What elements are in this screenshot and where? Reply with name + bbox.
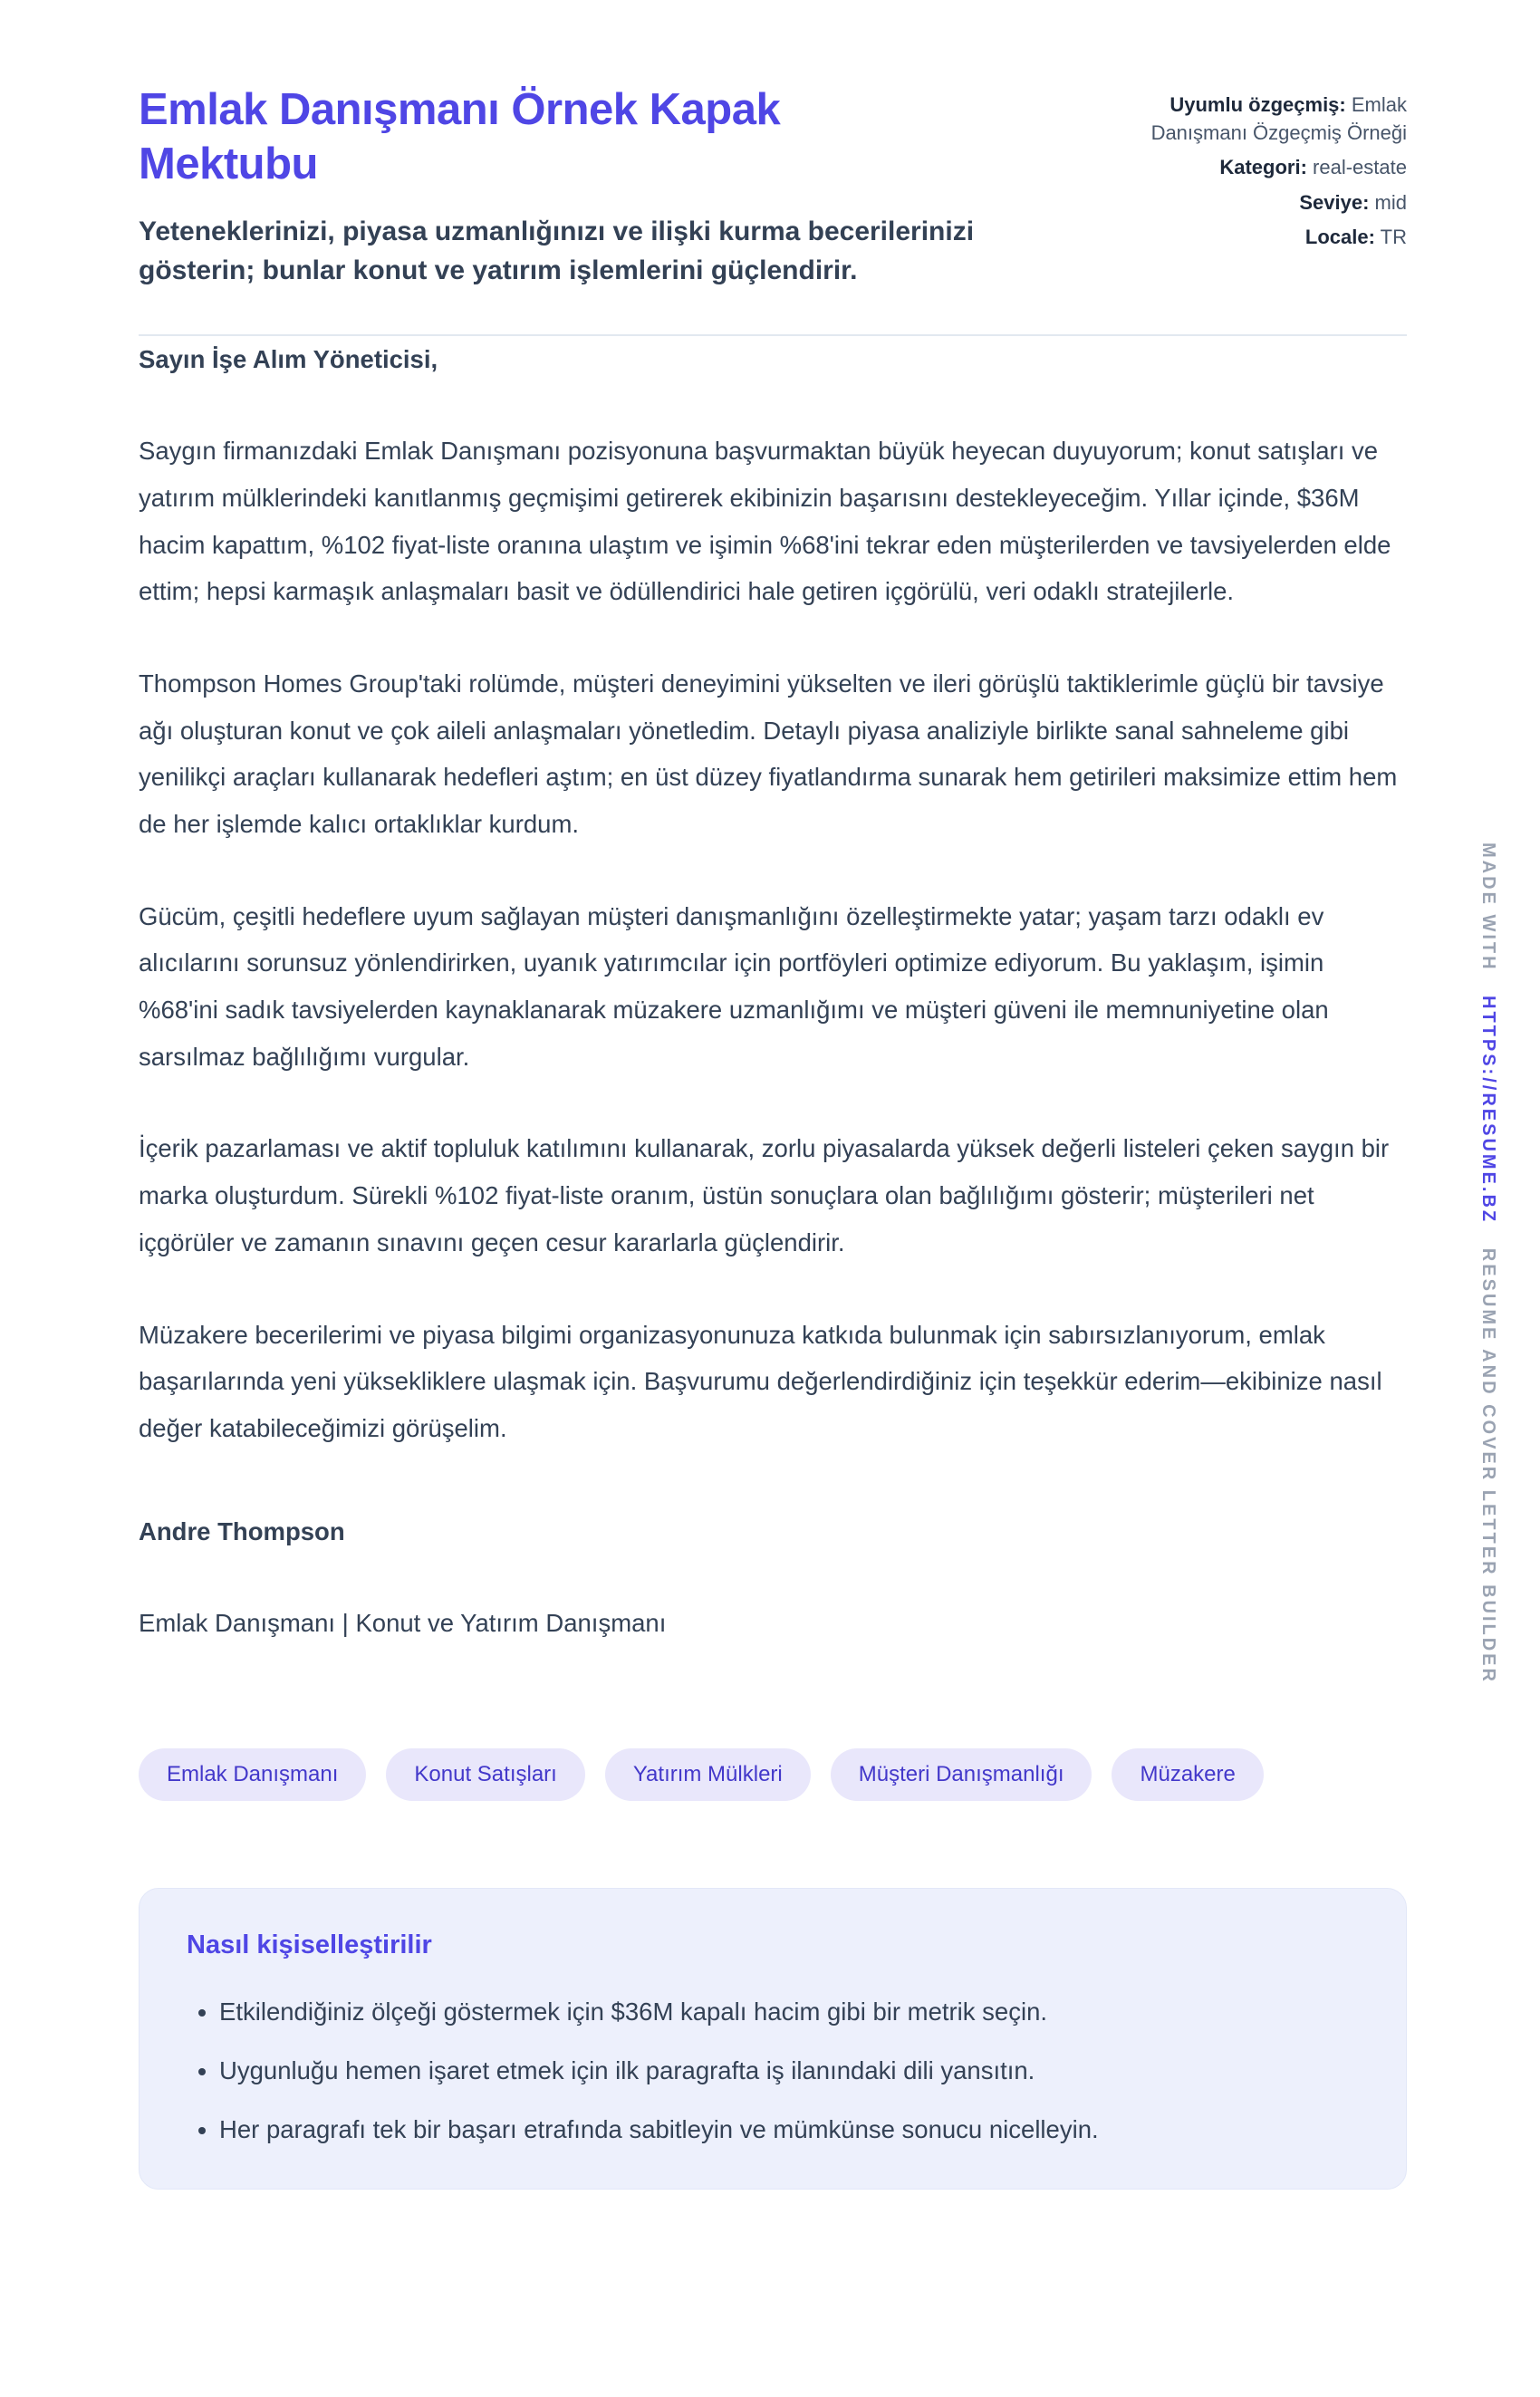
meta-value: TR bbox=[1380, 225, 1407, 248]
watermark-made-with: MADE WITH bbox=[1478, 842, 1498, 972]
tag-list bbox=[139, 1748, 1407, 1801]
cover-letter-body bbox=[139, 336, 1407, 1647]
signature-title: Emlak Danışmanı | Konut ve Yatırım Danışmanı bbox=[139, 1609, 667, 1638]
page-header bbox=[139, 83, 1407, 291]
meta-label: Kategori: bbox=[1219, 156, 1307, 179]
tips-list bbox=[187, 1993, 1359, 2149]
tag-pill[interactable]: Müzakere bbox=[1112, 1748, 1263, 1801]
watermark bbox=[1477, 842, 1498, 1684]
personalization-tips-box bbox=[139, 1888, 1407, 2190]
tag-pill[interactable]: Konut Satışları bbox=[386, 1748, 584, 1801]
tag-pill[interactable]: Müşteri Danışmanlığı bbox=[831, 1748, 1092, 1801]
letter-paragraph: Saygın firmanızdaki Emlak Danışmanı pozisyonuna başvurmaktan büyük heyecan duyuyorum; konut satışları ve yatırım mülklerindeki kanıtlanmış geçmişimi getirerek ekibinizin başarısını destekleyeceğim. Yıllar içinde, $36M hacim kapattım, %102 fiyat-liste oranına ulaştım ve işimin %68'ini tekrar eden müşterilerden ve tavsiyelerden elde ettim; hepsi karmaşık anlaşmaları basit ve ödüllendirici hale getiren içgörülü, veri odaklı stratejilerle. bbox=[139, 437, 1391, 606]
tip-item: • Uygunluğu hemen işaret etmek için ilk paragrafta iş ilanındaki dili yansıtın. bbox=[219, 2052, 1359, 2089]
meta-label: Seviye: bbox=[1299, 190, 1370, 214]
header-title-block bbox=[139, 83, 1088, 291]
tag-pill[interactable]: Yatırım Mülkleri bbox=[605, 1748, 811, 1801]
page-title: Emlak Danışmanı Örnek Kapak Mektubu bbox=[139, 85, 781, 188]
letter-paragraph: Thompson Homes Group'taki rolümde, müşteri deneyimini yükselten ve ileri görüşlü taktiklerimle güçlü bir tavsiye ağı oluşturan konut ve çok aileli anlaşmaları yönetledim. Detaylı piyasa analiziyle birlikte sanal sahneleme gibi yenilikçi araçları kullanarak hedefleri aştım; en üst düzey fiyatlandırma sunarak hem getirileri maksimize ettim hem de her işlemde kalıcı ortaklıklar kurdum. bbox=[139, 669, 1398, 839]
tip-item: • Her paragrafı tek bir başarı etrafında sabitleyin ve mümkünse sonucu nicelleyin. bbox=[219, 2111, 1359, 2148]
signature-block bbox=[139, 1508, 1407, 1647]
meta-panel bbox=[1124, 83, 1407, 257]
watermark-url-link[interactable]: HTTPS://RESUME.BZ bbox=[1478, 996, 1498, 1225]
meta-label: Locale: bbox=[1304, 225, 1375, 248]
meta-row-matching-resume bbox=[1124, 91, 1407, 147]
tips-title: Nasıl kişiselleştirilir bbox=[187, 1930, 432, 1959]
meta-row-level bbox=[1124, 188, 1407, 217]
meta-row-category bbox=[1124, 153, 1407, 181]
meta-value: mid bbox=[1374, 190, 1407, 214]
meta-value: real-estate bbox=[1313, 156, 1407, 179]
tag-pill[interactable]: Emlak Danışmanı bbox=[139, 1748, 366, 1801]
letter-paragraph: Müzakere becerilerimi ve piyasa bilgimi organizasyonunuza katkıda bulunmak için sabırsızlanıyorum, emlak başarılarında yeni yüksekliklere ulaşmak için. Başvurumu değerlendirdiğiniz için teşekkür ederim—ekibinize nasıl değer katabileceğimizi görüşelim. bbox=[139, 1320, 1382, 1442]
letter-paragraph: İçerik pazarlaması ve aktif topluluk katılımını kullanarak, zorlu piyasalarda yüksek değerli listeleri çeken saygın bir marka oluşturdum. Sürekli %102 fiyat-liste oranım, üstün sonuçlara olan bağlılığımı gösterir; müşterileri net içgörüler ve zamanın sınavını geçen cesur kararlarla güçlendirir. bbox=[139, 1134, 1390, 1256]
meta-label: Uyumlu özgeçmiş: bbox=[1169, 93, 1346, 116]
meta-value: Emlak Danışmanı Özgeçmiş Örneği bbox=[1150, 93, 1407, 145]
page-subtitle: Yeteneklerinizi, piyasa uzmanlığınızı ve ilişki kurma becerilerinizi gösterin; bunlar konut ve yatırım işlemlerini güçlendirir. bbox=[139, 216, 975, 286]
salutation: Sayın İşe Alım Yöneticisi, bbox=[139, 344, 438, 373]
meta-row-locale bbox=[1124, 223, 1407, 251]
letter-paragraph: Gücüm, çeşitli hedeflere uyum sağlayan müşteri danışmanlığını özelleştirmekte yatar; yaşam tarzı odaklı ev alıcılarını sorunsuz yönlendirirken, uyanık yatırımcılar için portföyleri optimize ediyorum. Bu yaklaşım, işimin %68'ini sadık tavsiyelerden kaynaklanarak müzakere uzmanlığımı ve müşteri güveni ile memnuniyetine olan sarsılmaz bağlılığımı vurgular. bbox=[139, 901, 1329, 1071]
tip-item: • Etkilendiğiniz ölçeği göstermek için $36M kapalı hacim gibi bir metrik seçin. bbox=[219, 1993, 1359, 2030]
signature-name: Andre Thompson bbox=[139, 1516, 345, 1545]
watermark-suffix: RESUME AND COVER LETTER BUILDER bbox=[1478, 1247, 1498, 1684]
